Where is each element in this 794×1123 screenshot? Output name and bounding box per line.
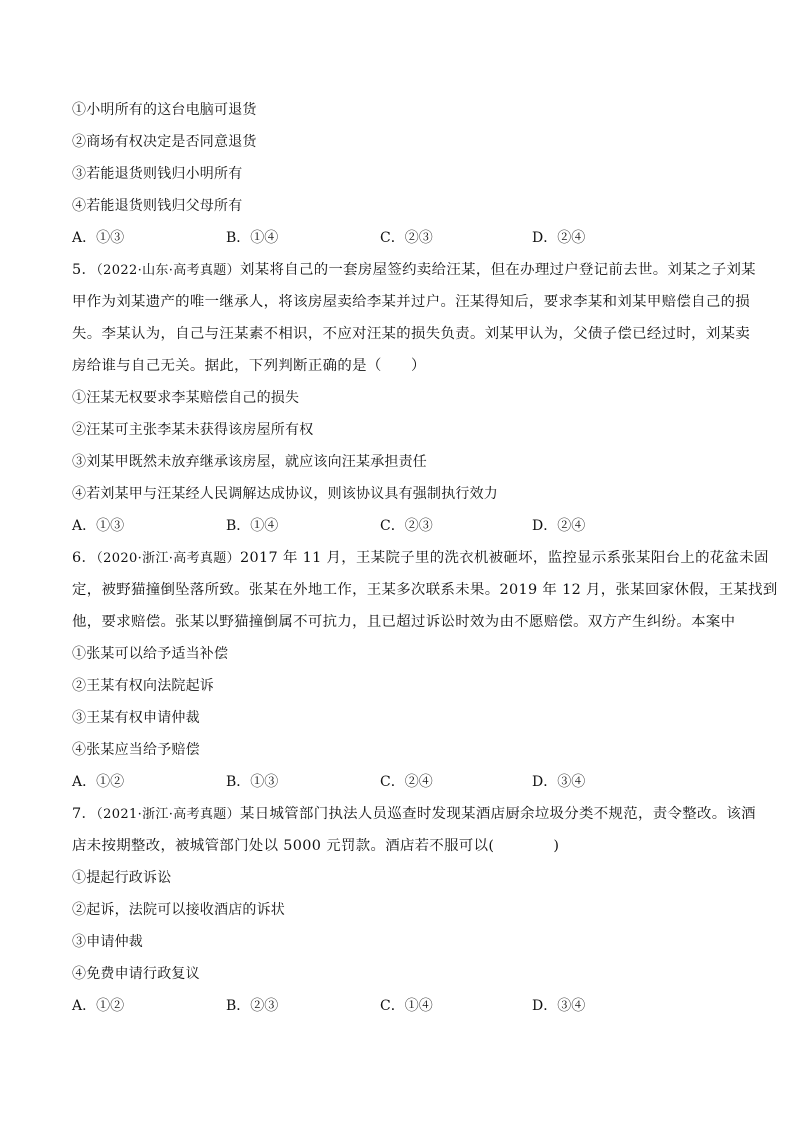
option-c[interactable]: C．②③ xyxy=(380,518,433,534)
option-c[interactable]: C．②④ xyxy=(380,774,433,790)
statement-2: ②王某有权向法院起诉 xyxy=(72,678,214,694)
answer-options xyxy=(72,996,732,1016)
statement-1: ①张某可以给予适当补偿 xyxy=(72,646,229,662)
question-6-stem-line-2: 定，被野猫撞倒坠落所致。张某在外地工作，王某多次联系未果。2019 年 12 月，张某回家休假，王某找到 xyxy=(72,582,778,598)
question-text: 某日城管部门执法人员巡查时发现某酒店厨余垃圾分类不规范，责令整改。该酒 xyxy=(240,806,756,822)
question-7-stem-line-1 xyxy=(72,804,756,825)
question-6-stem-line-1 xyxy=(72,548,769,569)
option-d[interactable]: D．②④ xyxy=(532,518,586,534)
statement-3: ③申请仲裁 xyxy=(72,934,143,950)
question-6-stem-line-3: 他，要求赔偿。张某以野猫撞倒属不可抗力，且已超过诉讼时效为由不愿赔偿。双方产生纠纷。本案中 xyxy=(72,614,736,630)
statement-4: ④若刘某甲与汪某经人民调解达成协议，则该协议具有强制执行效力 xyxy=(72,486,498,502)
question-number: 6． xyxy=(72,550,97,566)
answer-options xyxy=(72,228,732,248)
statement-2: ②起诉，法院可以接收酒店的诉状 xyxy=(72,902,285,918)
statement-1: ①小明所有的这台电脑可退货 xyxy=(72,102,257,118)
option-a[interactable]: A．①③ xyxy=(72,230,125,246)
statement-1: ①提起行政诉讼 xyxy=(72,870,172,886)
question-5-stem-line-1 xyxy=(72,260,756,281)
statement-2: ②汪某可主张李某未获得该房屋所有权 xyxy=(72,422,314,438)
option-d[interactable]: D．③④ xyxy=(532,998,586,1014)
option-b[interactable]: B．②③ xyxy=(226,998,279,1014)
question-text: 刘某将自己的一套房屋签约卖给汪某，但在办理过户登记前去世。刘某之子刘某 xyxy=(240,262,756,278)
option-c[interactable]: C．②③ xyxy=(380,230,433,246)
option-b[interactable]: B．①③ xyxy=(226,774,279,790)
question-5-stem-line-2: 甲作为刘某遗产的唯一继承人，将该房屋卖给李某并过户。汪某得知后，要求李某和刘某甲赔偿自己的损 xyxy=(72,294,751,310)
question-5-stem-line-4: 房给谁与自己无关。据此，下列判断正确的是（ ） xyxy=(72,358,426,374)
statement-4: ④免费申请行政复议 xyxy=(72,966,200,982)
question-source: （2020·浙江·高考真题） xyxy=(96,551,240,566)
option-a[interactable]: A．①③ xyxy=(72,518,125,534)
question-source: （2022·山东·高考真题） xyxy=(96,263,240,278)
statement-1: ①汪某无权要求李某赔偿自己的损失 xyxy=(72,390,300,406)
option-c[interactable]: C．①④ xyxy=(380,998,433,1014)
answer-options xyxy=(72,772,732,792)
answer-options xyxy=(72,516,732,536)
statement-4: ④张某应当给予赔偿 xyxy=(72,742,200,758)
option-a[interactable]: A．①② xyxy=(72,998,125,1014)
option-d[interactable]: D．②④ xyxy=(532,230,586,246)
question-number: 5． xyxy=(72,262,97,278)
statement-3: ③刘某甲既然未放弃继承该房屋，就应该向汪某承担责任 xyxy=(72,454,427,470)
option-a[interactable]: A．①② xyxy=(72,774,125,790)
question-text: 2017 年 11 月，王某院子里的洗衣机被砸坏，监控显示系张某阳台上的花盆未固 xyxy=(240,550,769,566)
question-7-stem-line-2: 店未按期整改，被城管部门处以 5000 元罚款。酒店若不服可以( ) xyxy=(72,838,560,854)
question-number: 7． xyxy=(72,806,97,822)
option-b[interactable]: B．①④ xyxy=(226,518,279,534)
option-d[interactable]: D．③④ xyxy=(532,774,586,790)
question-source: （2021·浙江·高考真题） xyxy=(96,807,240,822)
statement-2: ②商场有权决定是否同意退货 xyxy=(72,134,257,150)
statement-4: ④若能退货则钱归父母所有 xyxy=(72,198,243,214)
statement-3: ③王某有权申请仲裁 xyxy=(72,710,200,726)
option-b[interactable]: B．①④ xyxy=(226,230,279,246)
statement-3: ③若能退货则钱归小明所有 xyxy=(72,166,243,182)
question-5-stem-line-3: 失。李某认为，自己与汪某素不相识，不应对汪某的损失负责。刘某甲认为，父债子偿已经过时，刘某卖 xyxy=(72,326,751,342)
